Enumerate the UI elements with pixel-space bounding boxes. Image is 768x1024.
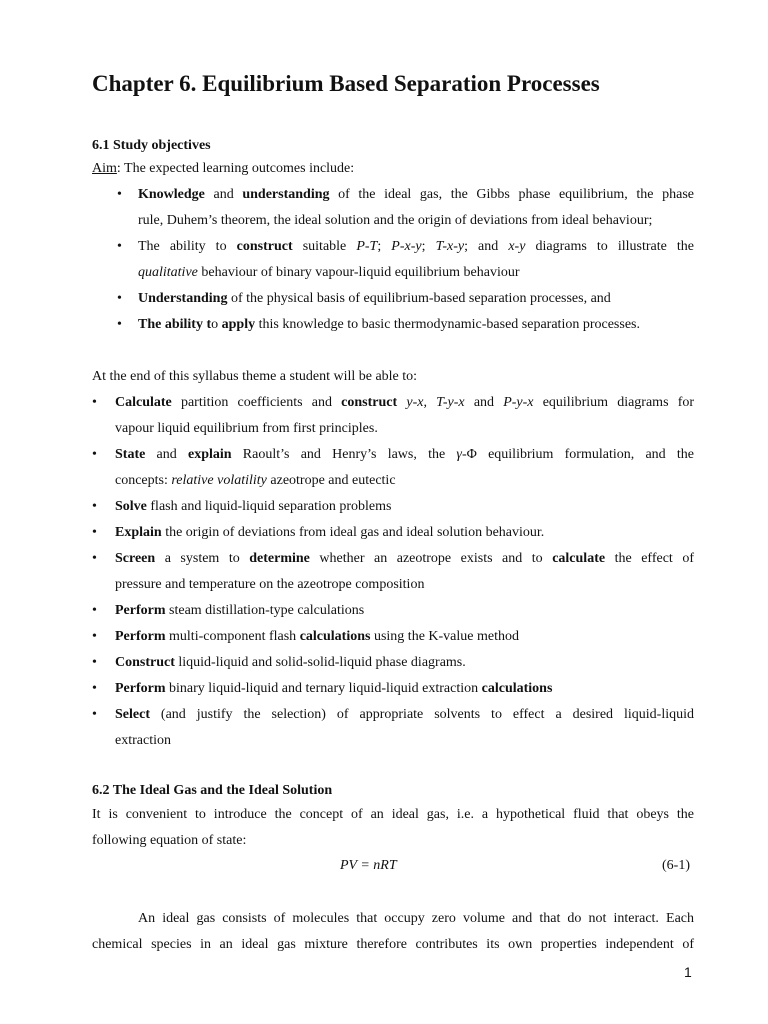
bullet: • bbox=[92, 681, 97, 696]
text-run: whether an azeotrope exists and to bbox=[309, 551, 553, 566]
text-run: P-x-y bbox=[391, 239, 422, 254]
aim-line bbox=[92, 159, 694, 179]
text-run: pressure and temperature on the azeotrope composition bbox=[115, 577, 425, 592]
outcomes-intro: At the end of this syllabus theme a student will be able to: bbox=[92, 369, 418, 384]
outcome-2-line-1 bbox=[115, 445, 694, 465]
paragraph-2-line-2: chemical species in an ideal gas mixture therefore contributes its own properties independent of bbox=[92, 937, 694, 952]
text-run: Raoult’s and Henry’s laws, the bbox=[231, 447, 457, 462]
bullet: • bbox=[92, 629, 97, 644]
text-run: extraction bbox=[115, 733, 171, 748]
objective-4-line-1 bbox=[138, 315, 694, 335]
text-run: ; and bbox=[464, 239, 509, 254]
bullet: • bbox=[92, 395, 97, 410]
bullet: • bbox=[92, 525, 97, 540]
text-run: using the K-value method bbox=[370, 629, 519, 644]
text-run: and bbox=[204, 187, 243, 202]
text-run: behaviour of binary vapour-liquid equilibrium behaviour bbox=[197, 265, 520, 280]
equation-number: (6-1) bbox=[662, 858, 690, 873]
text-run: , bbox=[423, 395, 437, 410]
text-run: construct bbox=[236, 239, 293, 254]
text-run: of the ideal gas, the Gibbs phase equilibrium, the phase bbox=[329, 187, 694, 202]
text-run: Calculate bbox=[115, 395, 172, 410]
outcome-3-line-1 bbox=[115, 497, 694, 517]
outcome-8-line-1 bbox=[115, 653, 694, 673]
text-run: binary liquid-liquid and ternary liquid-liquid extraction bbox=[165, 681, 482, 696]
text-run: ; bbox=[421, 239, 436, 254]
bullet: • bbox=[92, 707, 97, 722]
text-run: construct bbox=[341, 395, 398, 410]
text-run: Screen bbox=[115, 551, 156, 566]
bullet: • bbox=[92, 499, 97, 514]
objective-2-line-1 bbox=[138, 237, 694, 257]
text-run: Select bbox=[115, 707, 150, 722]
text-run: diagrams to illustrate the bbox=[525, 239, 695, 254]
text-run: State bbox=[115, 447, 146, 462]
text-run: explain bbox=[188, 447, 232, 462]
text-run: Understanding bbox=[138, 291, 228, 306]
text-run: this knowledge to basic thermodynamic-based separation processes. bbox=[255, 317, 640, 332]
text-run: multi-component flash bbox=[165, 629, 300, 644]
chapter-title: Chapter 6. Equilibrium Based Separation Processes bbox=[92, 71, 600, 96]
text-run: (and justify the selection) of appropriate solvents to effect a desired liquid-liquid bbox=[149, 707, 694, 722]
text-run: the effect of bbox=[605, 551, 694, 566]
outcome-5-line-2 bbox=[115, 575, 694, 595]
text-run: P-T bbox=[356, 239, 378, 254]
text-run: the origin of deviations from ideal gas and ideal solution behaviour. bbox=[161, 525, 545, 540]
text-run: calculations bbox=[481, 681, 553, 696]
bullet: • bbox=[92, 447, 97, 462]
page-number: 1 bbox=[684, 964, 692, 980]
text-run: equilibrium diagrams for bbox=[533, 395, 695, 410]
outcome-9-line-1 bbox=[115, 679, 694, 699]
text-run: Explain bbox=[115, 525, 162, 540]
section-6-1-heading: 6.1 Study objectives bbox=[92, 138, 211, 153]
objective-1-line-1 bbox=[138, 185, 694, 205]
objective-3-line-1 bbox=[138, 289, 694, 309]
text-run: suitable bbox=[292, 239, 357, 254]
text-run: of the physical basis of equilibrium-based separation processes, and bbox=[227, 291, 611, 306]
objective-1-line-2 bbox=[138, 211, 694, 231]
section-6-2-heading: 6.2 The Ideal Gas and the Ideal Solution bbox=[92, 783, 333, 798]
outcome-10-line-1 bbox=[115, 705, 694, 725]
text-run: Perform bbox=[115, 603, 166, 618]
text-run: ; bbox=[377, 239, 392, 254]
objective-2-line-2 bbox=[138, 263, 694, 283]
text-run: The ability t bbox=[138, 317, 212, 332]
text-run: liquid-liquid and solid-solid-liquid phase diagrams. bbox=[174, 655, 466, 670]
text-run: -Φ equilibrium formulation, and the bbox=[461, 447, 694, 462]
text-run: and bbox=[464, 395, 504, 410]
outcome-6-line-1 bbox=[115, 601, 694, 621]
text-run: γ bbox=[456, 447, 462, 462]
text-run: relative volatility bbox=[171, 473, 267, 488]
text-run bbox=[397, 395, 406, 410]
text-run: x-y bbox=[508, 239, 526, 254]
text-run: partition coefficients and bbox=[171, 395, 342, 410]
outcome-7-line-1 bbox=[115, 627, 694, 647]
text-run: calculations bbox=[299, 629, 371, 644]
outcome-2-line-2 bbox=[115, 471, 694, 491]
aim-text: : The expected learning outcomes include: bbox=[116, 161, 355, 176]
text-run: o bbox=[211, 317, 222, 332]
text-run: vapour liquid equilibrium from first principles. bbox=[115, 421, 378, 436]
outcome-10-line-2 bbox=[115, 731, 694, 751]
text-run: T-y-x bbox=[436, 395, 465, 410]
paragraph-1-line-2: following equation of state: bbox=[92, 833, 247, 848]
text-run: steam distillation-type calculations bbox=[165, 603, 365, 618]
text-run: flash and liquid-liquid separation problems bbox=[146, 499, 392, 514]
text-run: Perform bbox=[115, 629, 166, 644]
bullet: • bbox=[92, 551, 97, 566]
paragraph-2-line-1: An ideal gas consists of molecules that occupy zero volume and that do not interact. Each bbox=[138, 911, 694, 926]
bullet: • bbox=[117, 317, 122, 332]
text-run: a system to bbox=[155, 551, 250, 566]
outcome-1-line-2 bbox=[115, 419, 694, 439]
outcome-1-line-1 bbox=[115, 393, 694, 413]
equation: PV = nRT bbox=[340, 858, 397, 873]
text-run: The ability to bbox=[138, 239, 237, 254]
bullet: • bbox=[92, 655, 97, 670]
text-run: Construct bbox=[115, 655, 175, 670]
text-run: azeotrope and eutectic bbox=[266, 473, 396, 488]
text-run: qualitative bbox=[138, 265, 198, 280]
paragraph-1-line-1: It is convenient to introduce the concept of an ideal gas, i.e. a hypothetical fluid that obeys the bbox=[92, 807, 694, 822]
text-run: concepts: bbox=[115, 473, 172, 488]
text-run: Knowledge bbox=[138, 187, 205, 202]
outcome-5-line-1 bbox=[115, 549, 694, 569]
text-run: T-x-y bbox=[435, 239, 465, 254]
bullet: • bbox=[117, 239, 122, 254]
bullet: • bbox=[117, 291, 122, 306]
text-run: determine bbox=[249, 551, 310, 566]
text-run: understanding bbox=[242, 187, 330, 202]
outcome-4-line-1 bbox=[115, 523, 694, 543]
text-run: Perform bbox=[115, 681, 166, 696]
text-run: Solve bbox=[115, 499, 147, 514]
text-run: apply bbox=[221, 317, 256, 332]
text-run: rule, Duhem’s theorem, the ideal solution and the origin of deviations from ideal behaviour; bbox=[138, 213, 653, 228]
bullet: • bbox=[92, 603, 97, 618]
text-run: calculate bbox=[552, 551, 606, 566]
bullet: • bbox=[117, 187, 122, 202]
text-run: y-x bbox=[406, 395, 424, 410]
text-run: P-y-x bbox=[503, 395, 534, 410]
text-run: and bbox=[145, 447, 188, 462]
aim-label: Aim bbox=[92, 161, 117, 176]
